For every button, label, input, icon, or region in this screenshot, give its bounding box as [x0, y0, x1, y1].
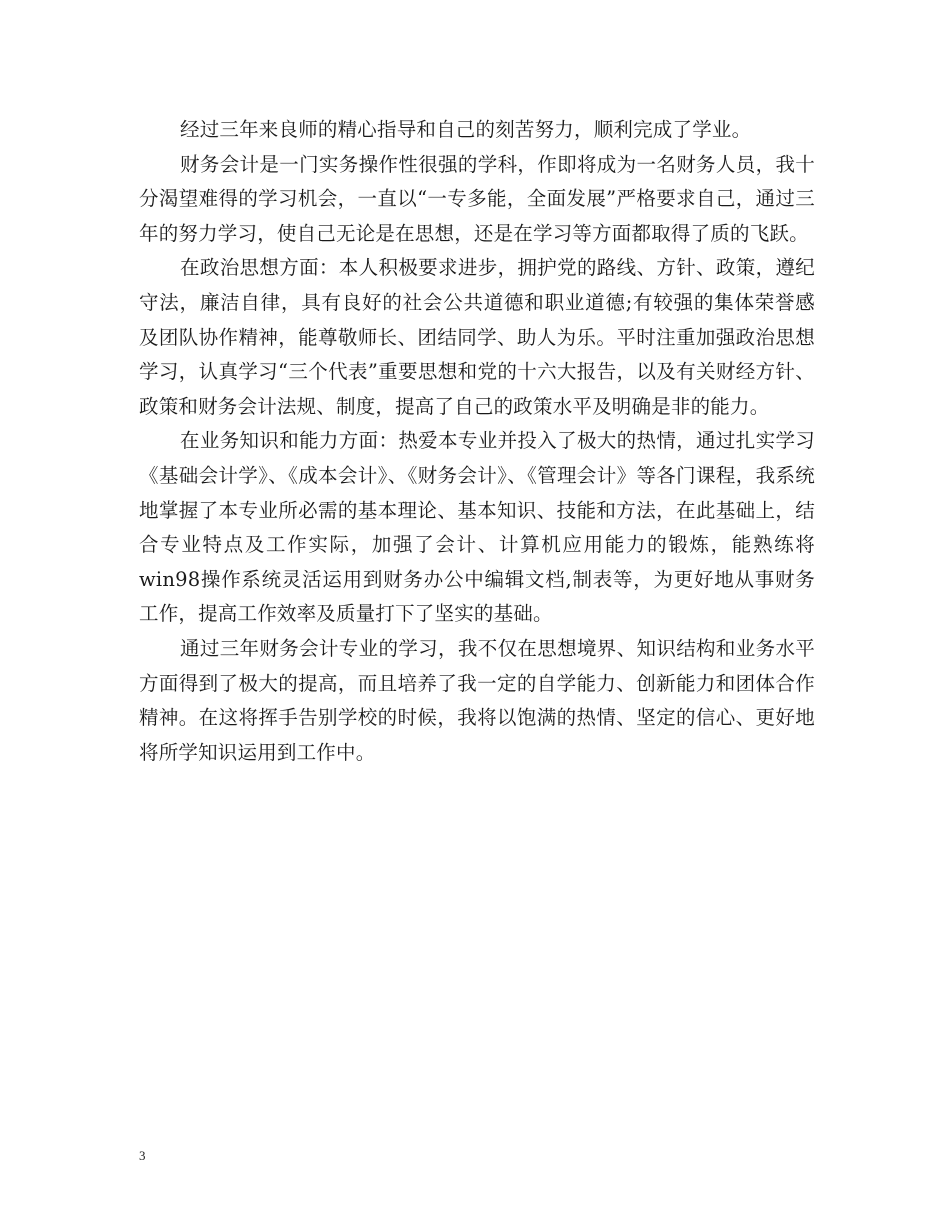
document-body [139, 113, 815, 770]
paragraph-intro: 经过三年来良师的精心指导和自己的刻苦努力，顺利完成了学业。 [180, 118, 752, 141]
page-number: 3 [139, 1148, 146, 1163]
paragraph-professional: 在业务知识和能力方面：热爱本专业并投入了极大的热情，通过扎实学习《基础会计学》、《成本会计》、《财务会计》、《管理会计》等各门课程，我系统地掌握了本专业所必需的基本理论、基本知识、技能和方法，在此基础上，结合专业特点及工作实际，加强了会计、计算机应用能力的锻炼，能熟练将win98操作系统灵活运用到财务办公中编辑文档,制表等，为更好地从事财务工作，提高工作效率及质量打下了坚实的基础。 [139, 429, 815, 626]
paragraph-political: 在政治思想方面：本人积极要求进步，拥护党的路线、方针、政策，遵纪守法，廉洁自律，具有良好的社会公共道德和职业道德;有较强的集体荣誉感及团队协作精神，能尊敬师长、团结同学、助人为乐。平时注重加强政治思想学习，认真学习“三个代表”重要思想和党的十六大报告，以及有关财经方针、政策和财务会计法规、制度，提高了自己的政策水平及明确是非的能力。 [139, 256, 815, 418]
paragraph-accounting: 财务会计是一门实务操作性很强的学科，作即将成为一名财务人员，我十分渴望难得的学习机会，一直以“一专多能，全面发展”严格要求自己，通过三年的努力学习，使自己无论是在思想，还是在学习等方面都取得了质的飞跃。 [139, 152, 815, 245]
paragraph-conclusion: 通过三年财务会计专业的学习，我不仅在思想境界、知识结构和业务水平方面得到了极大的提高，而且培养了我一定的自学能力、创新能力和团体合作精神。在这将挥手告别学校的时候，我将以饱满的热情、坚定的信心、更好地将所学知识运用到工作中。 [139, 636, 815, 764]
